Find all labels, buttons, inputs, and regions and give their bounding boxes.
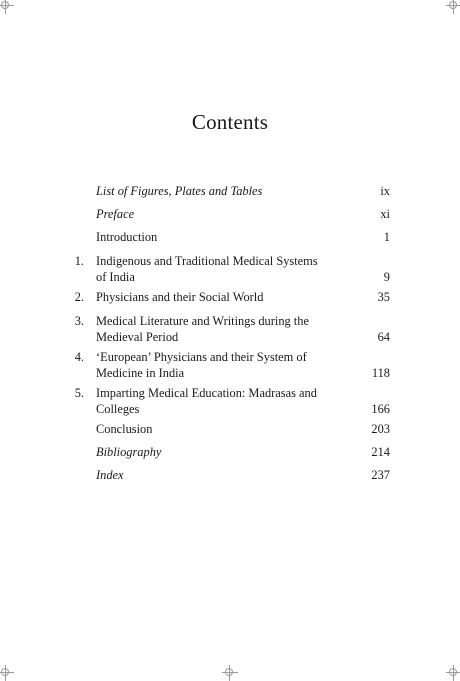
toc-page-number: 214 bbox=[371, 445, 390, 459]
toc-entry-title-line: List of Figures, Plates and Tables bbox=[96, 184, 263, 198]
toc-entry-title bbox=[96, 386, 336, 417]
toc-page-number: 118 bbox=[371, 366, 390, 380]
toc-entry-title bbox=[96, 445, 336, 461]
toc-page-number: 9 bbox=[383, 270, 390, 284]
toc-entry-title-line: Index bbox=[96, 468, 124, 482]
toc-page-number: 203 bbox=[371, 422, 390, 436]
toc-entry-title bbox=[96, 468, 336, 484]
toc-entry-title-line: Preface bbox=[96, 207, 135, 221]
toc-entry-title bbox=[96, 314, 336, 345]
toc-chapter-number: 1. bbox=[74, 254, 84, 268]
toc-page-number: 35 bbox=[377, 290, 390, 304]
toc-entry-title bbox=[96, 290, 336, 306]
toc-chapter-number: 5. bbox=[74, 386, 84, 400]
toc-entry-title bbox=[96, 184, 336, 200]
toc-entry-title-line: Medical Literature and Writings during the bbox=[96, 314, 309, 328]
toc-entry-title bbox=[96, 230, 336, 246]
toc-entry-title-line: Medicine in India bbox=[96, 365, 185, 380]
toc-entry-title-line: Indigenous and Traditional Medical Systems bbox=[96, 254, 318, 268]
toc-entry-title bbox=[96, 422, 336, 438]
toc-chapter-number: 2. bbox=[74, 290, 84, 304]
toc-entry-title-line: Conclusion bbox=[96, 422, 153, 436]
toc-entry-title-line: Colleges bbox=[96, 401, 140, 416]
toc-page-number: ix bbox=[380, 184, 390, 198]
toc-entry-title-line: ‘European’ Physicians and their System of bbox=[96, 350, 307, 364]
toc-entry-title-line: of India bbox=[96, 269, 135, 284]
toc-entry-title bbox=[96, 254, 336, 285]
toc-entry-title-line: Physicians and their Social World bbox=[96, 290, 264, 304]
page-title: Contents bbox=[191, 110, 269, 134]
toc-page-number: xi bbox=[380, 207, 390, 221]
toc-page-number: 1 bbox=[383, 230, 390, 244]
toc-entry-title bbox=[96, 207, 336, 223]
crop-mark-top-left bbox=[0, 0, 14, 14]
crop-mark-top-right bbox=[446, 0, 460, 14]
toc-chapter-number: 3. bbox=[74, 314, 84, 328]
toc-page-number: 166 bbox=[371, 402, 390, 416]
toc-entry-title-line: Medieval Period bbox=[96, 329, 179, 344]
toc-chapter-number: 4. bbox=[74, 350, 84, 364]
toc-entry-title-line: Imparting Medical Education: Madrasas and bbox=[96, 386, 317, 400]
toc-entry-title-line: Introduction bbox=[96, 230, 158, 244]
toc-entry-title-line: Bibliography bbox=[96, 445, 162, 459]
toc-page-number: 237 bbox=[371, 468, 390, 482]
toc-page-number: 64 bbox=[377, 330, 390, 344]
toc-entry-title bbox=[96, 350, 336, 381]
